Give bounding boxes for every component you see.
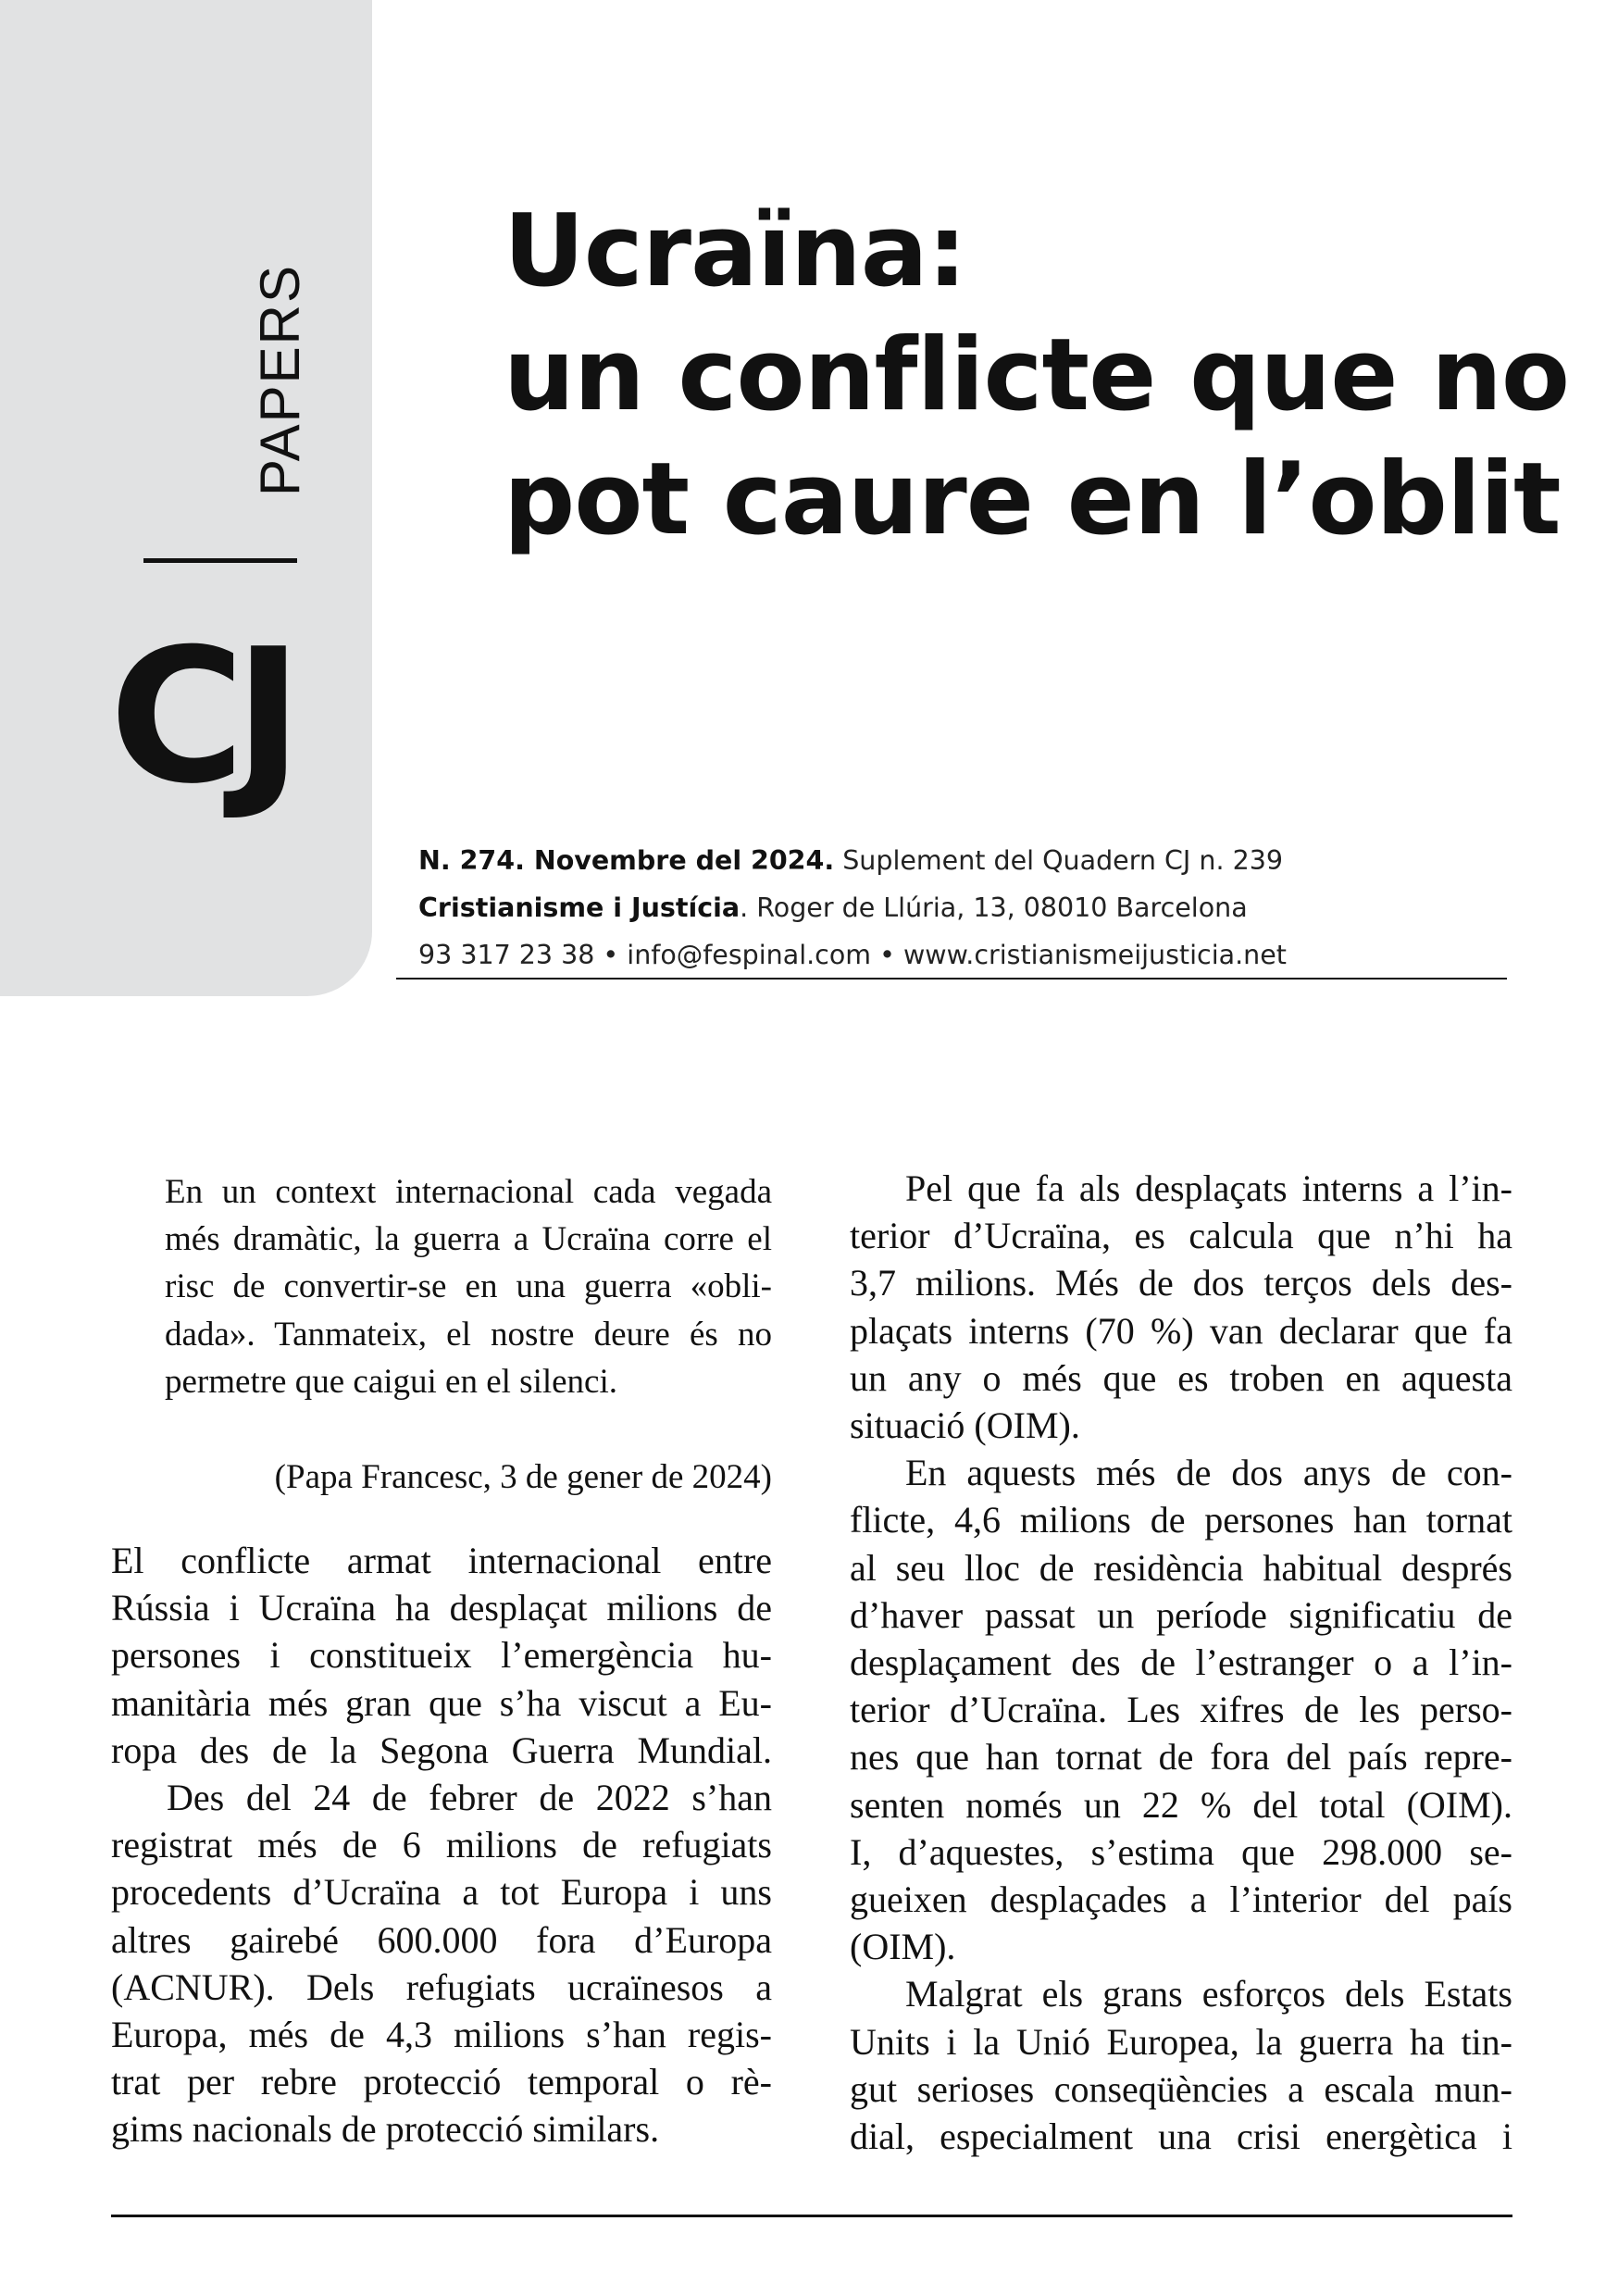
text-line: (ACNUR). Dels refugiats ucraïnesos a (111, 1965, 772, 2008)
title-line: Ucraïna: (504, 193, 966, 309)
paragraph (111, 1537, 772, 1774)
text-line: Europa, més de 4,3 milions s’han regis- (111, 2014, 772, 2056)
publisher-address: . Roger de Llúria, 13, 08010 Barcelona (740, 892, 1248, 923)
text-line: al seu lloc de residència habitual després (850, 1546, 1512, 1589)
publisher-line (418, 884, 1566, 931)
text-line: gueixen desplaçades a l’interior del país (850, 1878, 1512, 1921)
text-line: Units i la Unió Europea, la guerra ha tin- (850, 2020, 1512, 2063)
right-column (850, 1165, 1512, 2160)
masthead-rule (396, 978, 1507, 980)
left-column (111, 1537, 772, 2153)
text-line: Malgrat els grans esforços dels Estats (905, 1973, 1512, 2015)
paragraph (850, 1165, 1512, 1449)
text-line: terior d’Ucraïna. Les xifres de les perso- (850, 1689, 1512, 1731)
text-line: gims nacionals de protecció similars. (111, 2108, 660, 2151)
text-line: un any o més que es troben en aquesta (850, 1356, 1512, 1399)
text-line: dial, especialment una crisi energètica i (850, 2115, 1512, 2158)
text-line: terior d’Ucraïna, es calcula que n’hi ha (850, 1215, 1512, 1257)
sidebar-divider (143, 558, 297, 563)
text-line: manitària més gran que s’ha viscut a Eu- (111, 1681, 772, 1724)
text-line: El conflicte armat internacional entre (111, 1540, 772, 1581)
paragraph (850, 1970, 1512, 2160)
text-line: senten només un 22 % del total (OIM). (850, 1783, 1512, 1826)
text-line: (OIM). (850, 1926, 956, 1968)
epigraph-line: dada». Tanmateix, el nostre deure és no (165, 1315, 772, 1354)
epigraph-citation: (Papa Francesc, 3 de gener de 2024) (274, 1458, 772, 1496)
epigraph-line: permetre que caigui en el silenci. (165, 1362, 618, 1401)
text-line: 3,7 milions. Més de dos terços dels des- (850, 1262, 1512, 1304)
text-line: persones i constitueix l’emergència hu- (111, 1634, 772, 1677)
text-line: En aquests més de dos anys de con- (905, 1452, 1512, 1494)
text-line: gut serioses conseqüències a escala mun- (850, 2067, 1512, 2110)
paragraph (111, 1774, 772, 2153)
sidebar-panel (0, 0, 372, 996)
series-label-text: PAPERS (249, 264, 311, 496)
text-line: altres gairebé 600.000 fora d’Europa (111, 1918, 772, 1961)
paragraph (850, 1449, 1512, 1970)
epigraph-line: risc de convertir-se en una guerra «obli- (165, 1267, 772, 1306)
text-line: Rússia i Ucraïna ha desplaçat milions de (111, 1587, 772, 1629)
text-line: d’haver passat un període significatiu de (850, 1593, 1512, 1636)
epigraph-line: En un context internacional cada vegada (165, 1173, 772, 1211)
text-line: Pel que fa als desplaçats interns a l’in- (905, 1167, 1512, 1209)
text-line: I, d’aquestes, s’estima que 298.000 se- (850, 1830, 1512, 1873)
title-line: pot caure en l’oblit (504, 442, 1561, 557)
text-line: Des del 24 de febrer de 2022 s’han (167, 1777, 772, 1819)
epigraph-text (165, 1168, 772, 1405)
title-line: un conflicte que no (504, 318, 1570, 433)
text-line: desplaçament des de l’estranger o a l’in- (850, 1641, 1512, 1684)
text-line: flicte, 4,6 milions de persones han tornat (850, 1499, 1512, 1541)
epigraph (165, 1168, 772, 1496)
text-line: situació (OIM). (850, 1404, 1080, 1447)
issue-supplement: Suplement del Quadern CJ n. 239 (834, 845, 1283, 876)
text-line: ropa des de la Segona Guerra Mundial. (111, 1728, 772, 1771)
epigraph-line: més dramàtic, la guerra a Ucraïna corre el (165, 1220, 772, 1259)
footer-rule (111, 2215, 1512, 2217)
issue-number: N. 274. Novembre del 2024. (418, 845, 835, 876)
text-line: nes que han tornat de fora del país repre- (850, 1736, 1512, 1778)
publisher-name: Cristianisme i Justícia (418, 892, 741, 923)
article-title (504, 190, 1577, 562)
masthead (418, 837, 1566, 979)
text-line: plaçats interns (70 %) van declarar que fa (850, 1309, 1512, 1352)
issue-line (418, 837, 1566, 884)
text-line: trat per rebre protecció temporal o rè- (111, 2061, 772, 2103)
contact-line: 93 317 23 38 • info@fespinal.com • www.cristianismeijusticia.net (418, 940, 1287, 970)
text-line: procedents d’Ucraïna a tot Europa i uns (111, 1871, 772, 1914)
text-line: registrat més de 6 milions de refugiats (111, 1824, 772, 1866)
cj-logo: CJ (109, 609, 292, 825)
